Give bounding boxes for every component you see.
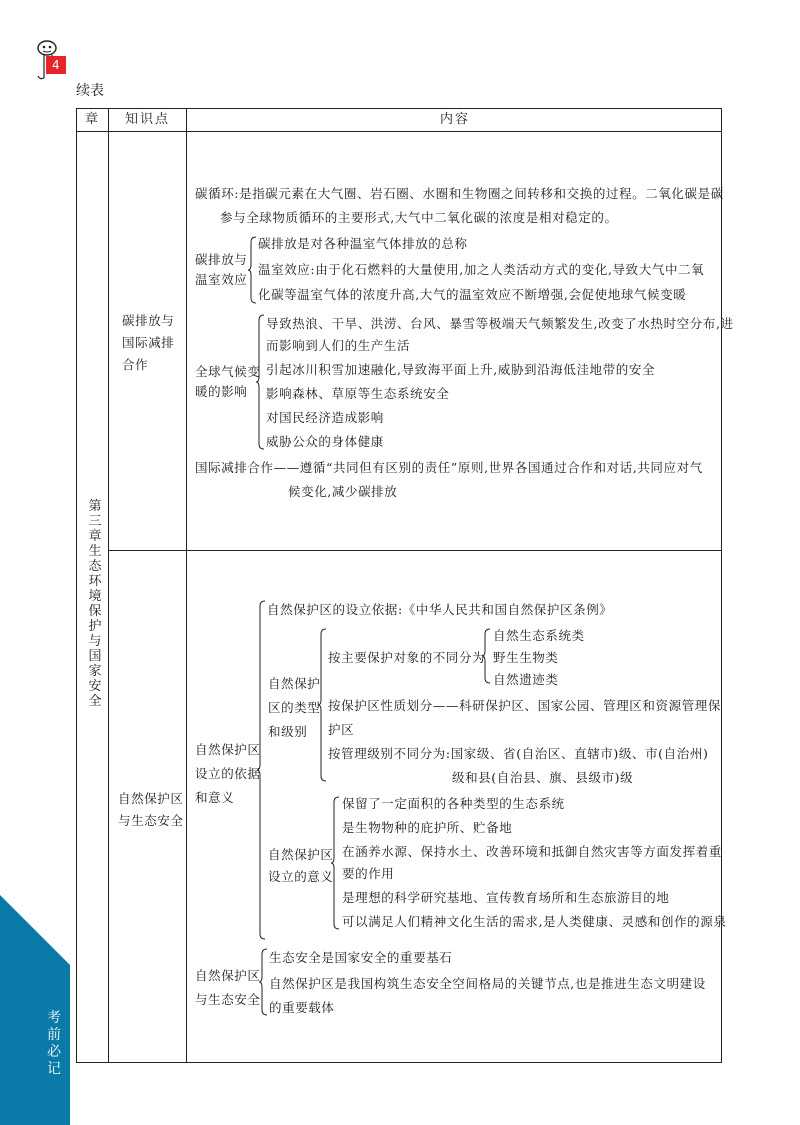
emission-label: 碳排放与 温室效应 — [195, 252, 248, 287]
meaning-item-2: 是生物物种的庇护所、贮备地 — [342, 820, 513, 835]
warming-label: 全球气候变 暖的影响 — [195, 364, 261, 399]
side-tab-label: 考前必记 — [47, 1010, 61, 1077]
row-divider — [109, 550, 721, 551]
emission-item-1: 碳排放是对各种温室气体排放的总称 — [258, 236, 468, 251]
carbon-cycle-line-2: 参与全球物质循环的主要形式,大气中二氧化碳的浓度是相对稳定的。 — [220, 210, 618, 225]
by-object: 按主要保护对象的不同分为 — [328, 650, 486, 665]
by-level-line-2: 级和县(自治县、旗、县级市)级 — [452, 770, 634, 785]
types-label: 自然保护 区的类型 和级别 — [268, 676, 321, 739]
security-item-1: 生态安全是国家安全的重要基石 — [269, 950, 453, 965]
types-brace — [318, 628, 328, 782]
security-brace — [259, 948, 269, 1016]
meaning-brace — [331, 796, 341, 930]
emission-brace — [248, 236, 258, 304]
emission-item-3: 化碳等温室气体的浓度升高,大气的温室效应不断增强,会促使地球气候变暖 — [258, 287, 687, 302]
cooperation-line-1: 国际减排合作——遵循“共同但有区别的责任”原则,世界各国通过合作和对话,共同应对气 — [195, 460, 703, 475]
warming-item-1-cont: 而影响到人们的生产生活 — [266, 338, 411, 353]
by-nature-line-1: 按保护区性质划分——科研保护区、国家公园、管理区和资源管理保 — [328, 698, 722, 713]
emission-item-2: 温室效应:由于化石燃料的大量使用,加之人类活动方式的变化,导致大气中二氧 — [258, 262, 705, 277]
by-level-line-1: 按管理级别不同分为:国家级、省(自治区、直辖市)级、市(自治州) — [328, 746, 709, 761]
meaning-item-3: 在涵养水源、保持水土、改善环境和抵御自然灾害等方面发挥着重 — [342, 844, 722, 859]
warming-item-2: 引起冰川积雪加速融化,导致海平面上升,威胁到沿海低洼地带的安全 — [266, 362, 656, 377]
header-content: 内容 — [439, 112, 470, 127]
basis-label: 自然保护区 设立的依据 和意义 — [195, 742, 261, 805]
meaning-label: 自然保护区 设立的意义 — [268, 847, 334, 884]
header-topic: 知识点 — [124, 112, 170, 127]
warming-item-1: 导致热浪、干旱、洪涝、台风、暴雪等极端天气频繁发生,改变了水热时空分布,进 — [266, 316, 734, 331]
cooperation-line-2: 候变化,减少碳排放 — [288, 484, 398, 499]
page-number-badge: 4 — [46, 56, 66, 74]
header-chapter: 章 — [84, 112, 100, 127]
object-type-3: 自然遗迹类 — [493, 672, 559, 687]
warming-item-5: 威胁公众的身体健康 — [266, 434, 384, 449]
security-label: 自然保护区 与生态安全 — [195, 968, 261, 1007]
object-type-1: 自然生态系统类 — [493, 628, 585, 643]
meaning-item-1: 保留了一定面积的各种类型的生态系统 — [342, 796, 565, 811]
object-type-2: 野生生物类 — [493, 650, 559, 665]
column-divider — [108, 109, 109, 1062]
continued-label: 续表 — [76, 83, 104, 99]
topic-carbon: 碳排放与 国际减排 合作 — [122, 313, 175, 372]
security-item-2: 自然保护区是我国构筑生态安全空间格局的关键节点,也是推进生态文明建设 — [269, 976, 706, 991]
meaning-item-5: 可以满足人们精神文化生活的需求,是人类健康、灵感和创作的源泉 — [342, 914, 727, 929]
chapter-title: 第三章 生态环境保护与国家安全 — [88, 499, 102, 709]
topic-nature-reserve: 自然保护区 与生态安全 — [118, 791, 184, 828]
object-brace — [482, 628, 492, 684]
header-divider — [77, 131, 721, 132]
security-item-3: 的重要载体 — [269, 1000, 335, 1015]
meaning-item-4: 是理想的科学研究基地、宣传教育场所和生态旅游目的地 — [342, 890, 670, 905]
basis-brace — [257, 600, 267, 940]
column-divider — [186, 109, 187, 1062]
warming-brace — [256, 314, 266, 450]
warming-item-3: 影响森林、草原等生态系统安全 — [266, 386, 450, 401]
basis-item: 自然保护区的设立依据:《中华人民共和国自然保护区条例》 — [267, 602, 613, 617]
carbon-cycle-line-1: 碳循环:是指碳元素在大气圈、岩石圈、水圈和生物圈之间转移和交换的过程。二氧化碳是碳 — [195, 186, 724, 201]
by-nature-line-2: 护区 — [328, 722, 355, 737]
meaning-item-3-cont: 要的作用 — [342, 866, 395, 881]
warming-item-4: 对国民经济造成影响 — [266, 410, 384, 425]
